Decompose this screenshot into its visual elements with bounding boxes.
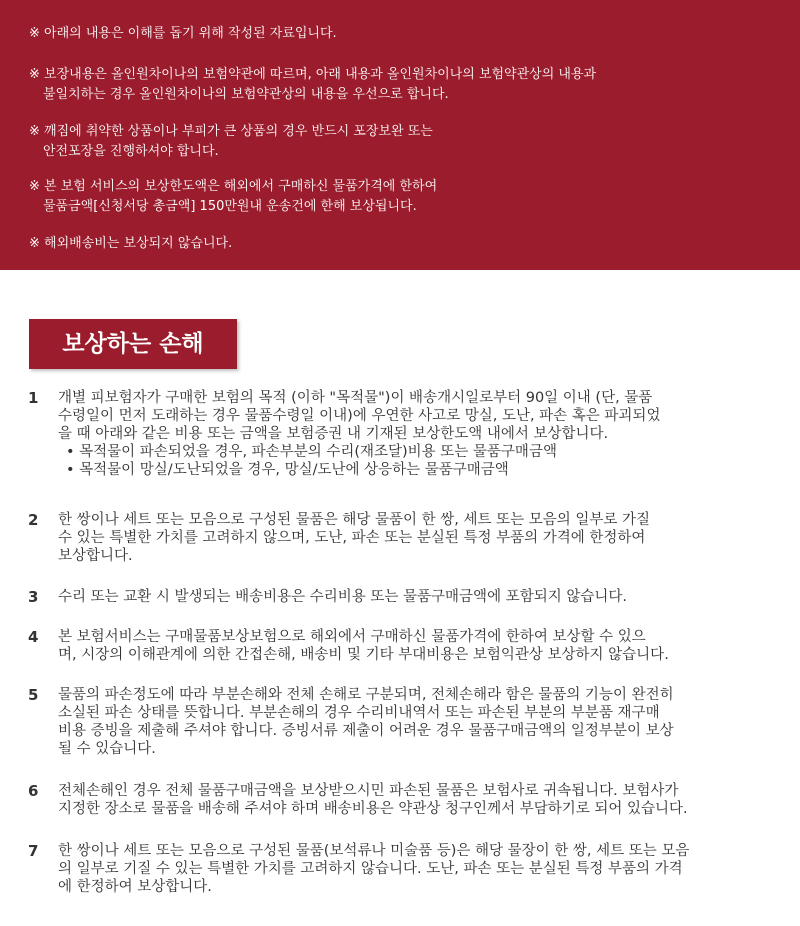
item-text: 지정한 장소로 물품을 배송해 주셔야 하며 배송비용은 약관상 청구인께서 부담하기로 되어 있습니다. (58, 801, 688, 817)
item-text: 될 수 있습니다. (58, 741, 156, 757)
item-text: 한 쌍이나 세트 또는 모음으로 구성된 물품(보석류나 미술품 등)은 해당 물장이 한 쌍, 세트 또는 모음 (58, 843, 690, 859)
item-text: 본 보험서비스는 구매물품보상보험으로 해외에서 구매하신 물품가격에 한하여 보상할 수 있으 (58, 629, 646, 645)
item-text: 의 일부로 기질 수 있는 특별한 가치를 고려하지 않습니다. 도난, 파손 또는 분실된 특정 부품의 가격 (58, 861, 683, 877)
item-bullet: • 목적물이 파손되었을 경우, 파손부분의 수리(재조달)비용 또는 물품구매금액 (66, 444, 557, 460)
item-number: 7 (28, 842, 39, 860)
item-text: 개별 피보험자가 구매한 보험의 목적 (이하 "목적물")이 배송개시일로부터 90일 이내 (단, 물품 (58, 390, 653, 406)
item-text: 수리 또는 교환 시 발생되는 배송비용은 수리비용 또는 물품구매금액에 포함되지 않습니다. (58, 589, 627, 605)
item-text: 물품의 파손정도에 따라 부분손해와 전체 손해로 구분되며, 전체손해라 함은 물품의 기능이 완전히 (58, 687, 674, 703)
notice-line: ※ 깨짐에 취약한 상품이나 부피가 큰 상품의 경우 반드시 포장보완 또는 (29, 124, 433, 139)
item-text: 한 쌍이나 세트 또는 모음으로 구성된 물품은 해당 물품이 한 쌍, 세트 또는 모음의 일부로 가질 (58, 512, 651, 528)
item-text: 수 있는 특별한 가치를 고려하지 않으며, 도난, 파손 또는 분실된 특정 부품의 가격에 한정하여 (58, 530, 646, 546)
item-number: 4 (28, 628, 39, 646)
item-text: 보상합니다. (58, 548, 133, 564)
item-text: 수령일이 먼저 도래하는 경우 물품수령일 이내)에 우연한 사고로 망실, 도난, 파손 혹은 파괴되었 (58, 408, 661, 424)
item-number: 6 (28, 782, 39, 800)
item-number: 1 (28, 389, 39, 407)
item-text: 을 때 아래와 같은 비용 또는 금액을 보험증권 내 기재된 보상한도액 내에서 보상합니다. (58, 426, 609, 442)
item-number: 3 (28, 588, 39, 606)
notice-line: 안전포장을 진행하셔야 합니다. (43, 144, 219, 159)
item-text: 비용 증빙을 제출해 주셔야 합니다. 증빙서류 제출이 어려운 경우 물품구매금액의 일정부분이 보상 (58, 723, 674, 739)
item-text: 에 한정하여 보상합니다. (58, 879, 212, 895)
notice-line: ※ 본 보험 서비스의 보상한도액은 해외에서 구매하신 물품가격에 한하여 (29, 179, 438, 194)
item-number: 5 (28, 686, 39, 704)
item-text: 며, 시장의 이해관계에 의한 간접손해, 배송비 및 기타 부대비용은 보험익관상 보상하지 않습니다. (58, 647, 669, 663)
notice-line: 물품금액[신청서당 총금액] 150만원내 운송건에 한해 보상됩니다. (43, 199, 417, 214)
item-text: 소실된 파손 상태를 뜻합니다. 부분손해의 경우 수리비내역서 또는 파손된 부분의 부분품 재구매 (58, 705, 660, 721)
notice-box (0, 0, 800, 270)
item-number: 2 (28, 511, 39, 529)
notice-line: 불일치하는 경우 올인원차이나의 보험약관상의 내용을 우선으로 합니다. (43, 87, 449, 102)
section-title: 보상하는 손해 (29, 319, 237, 369)
notice-line: ※ 아래의 내용은 이해를 돕기 위해 작성된 자료입니다. (29, 26, 337, 41)
item-text: 전체손해인 경우 전체 물품구매금액을 보상받으시민 파손된 물품은 보험사로 귀속됩니다. 보험사가 (58, 783, 679, 799)
notice-line: ※ 해외배송비는 보상되지 않습니다. (29, 236, 233, 251)
notice-line: ※ 보장내용은 올인원차이나의 보험약관에 따르며, 아래 내용과 올인원차이나의 보험약관상의 내용과 (29, 67, 597, 82)
item-bullet: • 목적물이 망실/도난되었을 경우, 망실/도난에 상응하는 물품구매금액 (66, 462, 509, 478)
